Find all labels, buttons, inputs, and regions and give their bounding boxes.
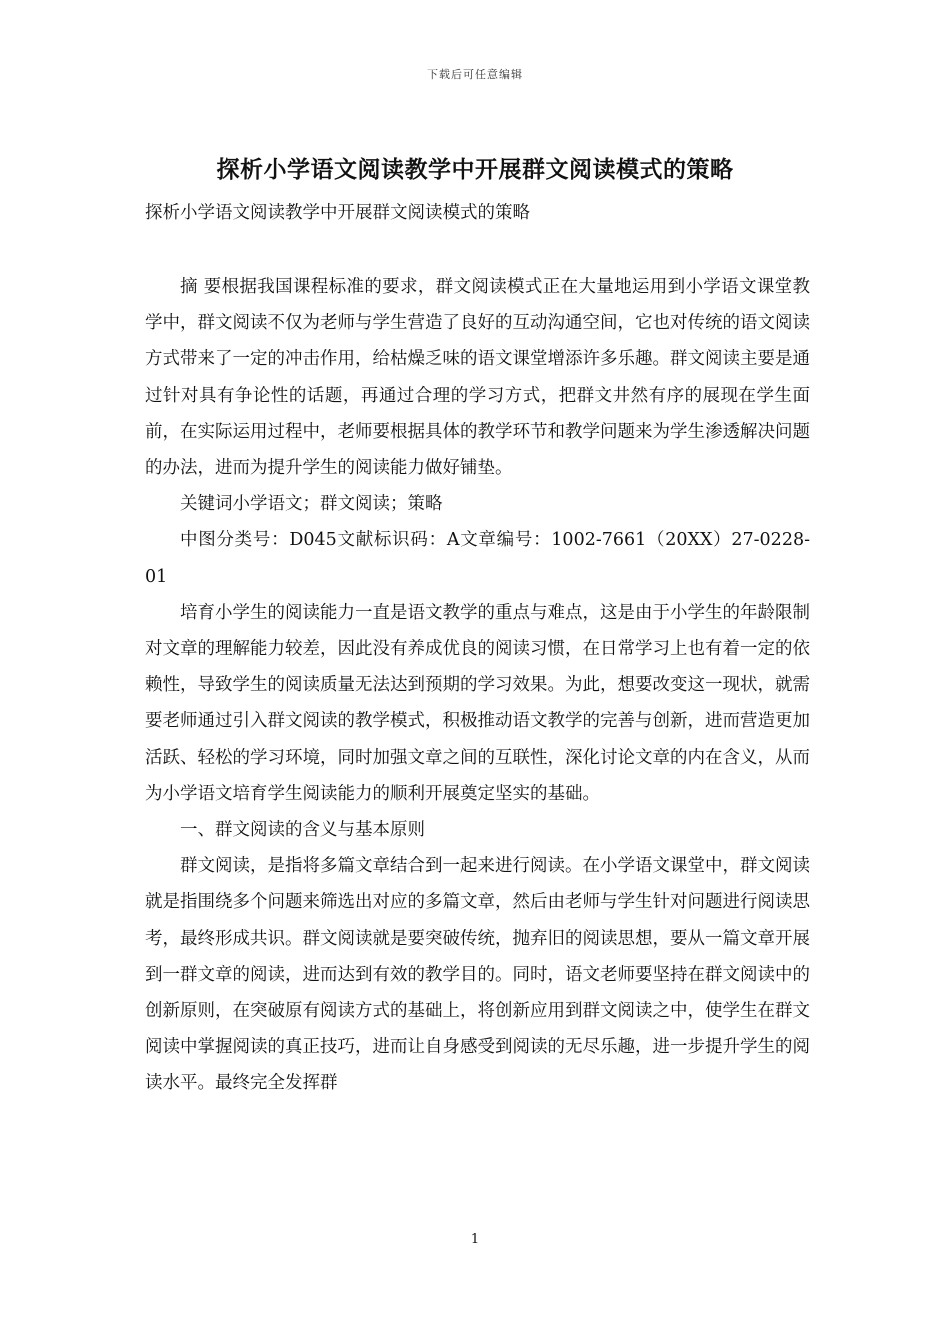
document-title: 探析小学语文阅读教学中开展群文阅读模式的策略 [216,156,734,183]
document-subtitle: 探析小学语文阅读教学中开展群文阅读模式的策略 [145,203,530,223]
abstract-paragraph: 摘 要根据我国课程标准的要求，群文阅读模式正在大量地运用到小学语文课堂教学中，群文阅读不仅为老师与学生营造了良好的互动沟通空间，它也对传统的语文阅读方式带来了一定的冲击作用，给枯燥乏味的语文课堂增添许多乐趣。群文阅读主要是通过针对具有争论性的话题，再通过合理的学习方式，把群文井然有序的展现在学生面前，在实际运用过程中，老师要根据具体的教学环节和教学问题来为学生渗透解决问题的办法，进而为提升学生的阅读能力做好铺垫。 [145,277,810,479]
intro-paragraph: 培育小学生的阅读能力一直是语文教学的重点与难点，这是由于小学生的年龄限制对文章的理解能力较差，因此没有养成优良的阅读习惯，在日常学习上也有着一定的依赖性，导致学生的阅读质量无法达到预期的学习效果。为此，想要改变这一现状，就需要老师通过引入群文阅读的教学模式，积极推动语文教学的完善与创新，进而营造更加活跃、轻松的学习环境，同时加强文章之间的互联性，深化讨论文章的内在含义，从而为小学语文培育学生阅读能力的顺利开展奠定坚实的基础。 [145,602,810,804]
classification-paragraph: 中图分类号：D045文献标识码：A文章编号：1002-7661（20XX）27-0228-01 [145,530,810,587]
header-note: 下载后可任意编辑 [427,68,523,81]
keywords-paragraph: 关键词小学语文；群文阅读；策略 [180,494,443,515]
section-paragraph: 群文阅读，是指将多篇文章结合到一起来进行阅读。在小学语文课堂中，群文阅读就是指围绕多个问题来筛选出对应的多篇文章，然后由老师与学生针对问题进行阅读思考，最终形成共识。群文阅读就是要突破传统，抛弃旧的阅读思想，要从一篇文章开展到一群文章的阅读，进而达到有效的教学目的。同时，语文老师要坚持在群文阅读中的创新原则，在突破原有阅读方式的基础上，将创新应用到群文阅读之中，使学生在群文阅读中掌握阅读的真正技巧，进而让自身感受到阅读的无尽乐趣，进一步提升学生的阅读水平。最终完全发挥群 [145,856,810,1094]
document-body [145,269,810,1102]
section-heading: 一、群文阅读的含义与基本原则 [180,820,425,841]
page-number: 1 [470,1232,480,1247]
